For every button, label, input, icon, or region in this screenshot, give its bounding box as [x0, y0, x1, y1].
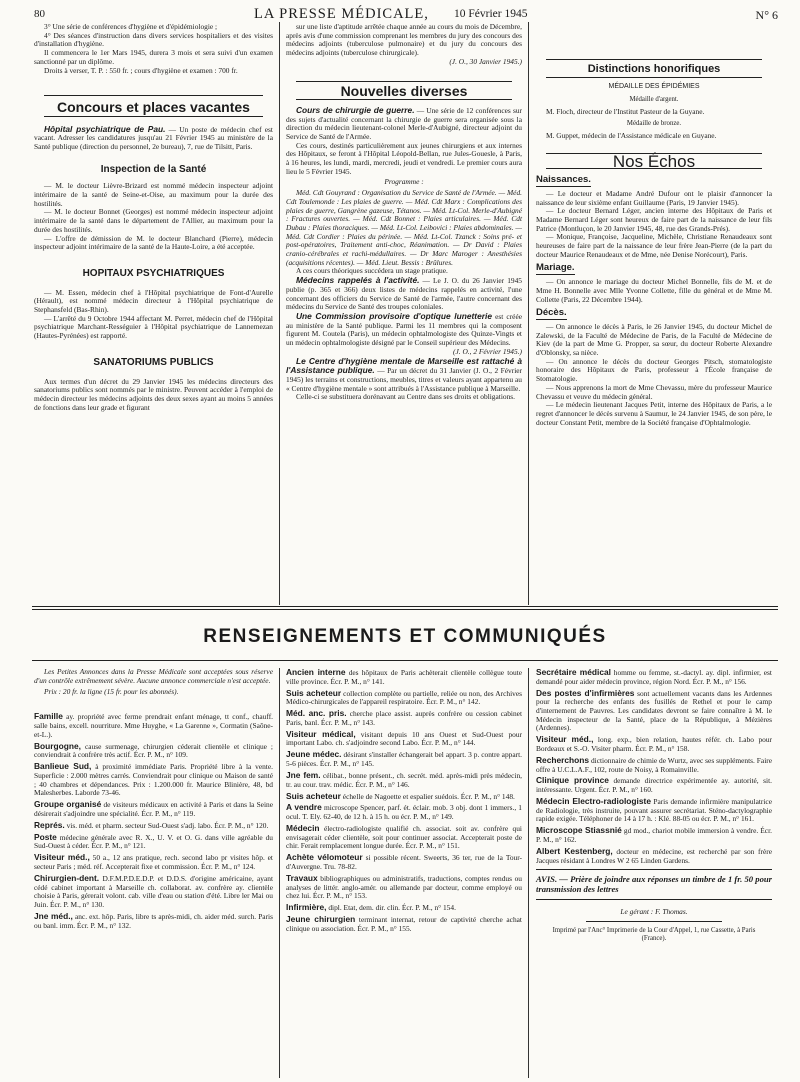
section-rule — [536, 899, 772, 900]
hygiene-course-text: 3° Une série de conférences d'hygiène et d'épidémiologie ; 4° Des séances d'instruction dans divers services hospitaliers et des visites d'installation d'hygiène. Il commencera le 1er Mars 1945, durera 3 mois et sera suivi d'un examen sanctionné par un diplôme. Droits à verser, T. P. : 550 fr. ; cours d'hygiène et examen : 700 fr. — [34, 22, 273, 75]
annonce-item: Suis acheteur échelle de Nagoette et espalier suédois. Écr. P. M., n° 148. — [286, 790, 515, 801]
section-divider — [32, 660, 778, 661]
renseignements-title: RENSEIGNEMENTS ET COMMUNIQUÉS — [203, 626, 607, 647]
concours-heading: Concours et places vacantes — [57, 99, 250, 116]
cours-item: Cours de chirurgie de guerre. — Une série de 12 conférences sur des sujets d'actualité concernant la chirurgie de guerre sera organisée sous la direction du médecin lieutenant-colonel Merle-d'Aubigné, directeur adjoint du Service de Santé de l'Armée. — [286, 104, 522, 141]
deces-heading: Décès. — [536, 307, 567, 319]
annonce-item: Jne méd., anc. ext. hôp. Paris, libre ts après-midi, ch. aider méd. surch. Paris ou banl. imm. Écr. P. M., n° 132. — [34, 910, 273, 930]
source-ref: (J. O., 2 Février 1945.) — [453, 346, 522, 356]
annonce-item: Albert Kestenberg, docteur en médecine, est recherché par son frère Jacques résidant à Londres W 2 65 Linden Gardens. — [536, 845, 772, 865]
column-1 — [34, 23, 273, 412]
annonce-item: Famille ay. propriété avec ferme prendrait enfant ménage, tt conf., chauff. salle bains, excell. nourriture. Mme Huyghe, « La Garenne », Cormatin (Saône-et-L.). — [34, 711, 273, 739]
column-3 — [536, 23, 772, 427]
hopitaux-heading: HOPITAUX PSYCHIATRIQUES — [82, 267, 225, 279]
annonce-item: Jeune chirurgien terminant internat, retour de captivité cherche achat clinique ou association. Écr. P. M., n° 155. — [286, 914, 522, 933]
annonces-prix: Prix : 20 fr. la ligne (15 fr. pour les abonnés). — [44, 686, 179, 696]
section-rule — [296, 81, 512, 82]
annonce-item: Ancien interne des hôpitaux de Paris achèterait clientèle collègue toute ville province. Écr. P. M., n° 141. — [286, 667, 523, 686]
annonce-item: Clinique province demande directrice expérimentée ay. autorité, sit. intéressante. Urgent. Écr. P. M., n° 160. — [536, 775, 772, 795]
column-rule — [528, 668, 529, 1078]
inspection-text: — M. le docteur Lièvre-Brizard est nommé médecin inspecteur adjoint intérimaire de la santé de Seine-et-Oise, au maximum pour la durée des hostilités. — M. le docteur Bonnet (Georges) est nommé médecin inspecteur adjoint intérimaire de la santé dans le département de l'Allier, au maximum pour la durée des hostilités. — L'offre de démission de M. le docteur Blanchard (Pierre), médecin inspecteur adjoint intérimaire de la santé de la Haute-Loire, a été acceptée. — [34, 181, 273, 252]
stage-text: A ces cours théoriques succédera un stage pratique. — [296, 266, 448, 276]
annonce-item: Poste médecine générale avec R. X., U. V. et O. G. dans ville agréable du Sud-Ouest à céder. Écr. P. M., n° 121. — [34, 831, 273, 851]
section-rule — [44, 116, 263, 117]
annonce-item: Travaux bibliographiques ou administratifs, traductions, comptes rendus ou analyses de littér. anglo-amér. ou allemande par docteur, comme employé ou chez lui. Écr. P. M., n° 153. — [286, 872, 522, 901]
section-rule — [296, 99, 512, 100]
optique-item: Une Commission provisoire d'optique lunetterie est créée au ministère de la Santé publique. Parmi les 11 membres qui la composent figurent M. Coutela (Paris), un médecin ophtalmologiste des Quinze-Vingts et un médecin ophtalmologiste désigné par le Conseil supérieur des Médecins. — [286, 310, 523, 348]
annonce-item: Jeune médec. désirant s'installer échangerait bel appart. 3 p. contre appart. 5-6 pièces. Écr. P. M., n° 145. — [286, 749, 522, 769]
annonce-item: Bourgogne, cause surmenage, chirurgien céderait clientèle et clinique ; conviendrait à confrère très actif. Écr. P. M., n° 109. — [34, 740, 273, 760]
programme-text: Méd. Cdt Gouyrand : Organisation du Service de Santé de l'Armée. — Méd. Cdt Toulemonde : Les plaies de guerre. — Méd. Cdt Marx : Complications des plaies de guerre, Gangrène gazeuse, Tétanos. — Méd. Lt-Col. Merle-d'Aubigné : Fractures ouvertes. — Méd. Cdt Bonnet : Plaies articulaires. — Méd. Cdt Dubau : Plaies thoraciques. — Méd. Lt-Col. Leibovici : Plaies abdominales. — Méd. Cdt Cordier : Plaies du périnée. — Méd. Lt-Col. Tzanck : Soins pré- et post-opératoires, Traitement anti-choc, Réanimation. — Dr David : Plaies cranio-cérébrales et rachi-médullaires. — Dr Marc Maroger : Anesthésies (acquisitions récentes). — Méd. Lieut. Bessis : Brûlures. — [286, 188, 522, 267]
annonce-item: Visiteur méd., 50 a., 12 ans pratique, rech. second labo pr visites hôp. et secteur Paris ; méd. réf. Accepterait fixe et commission. Écr. P. M., n° 124. — [34, 852, 273, 871]
section-divider — [32, 609, 778, 610]
sanatoriums-continued: sur une liste d'aptitude arrêtée chaque année au cours du mois de Décembre, après avis d'une commission comprenant les membres du jury des concours des médecins adjoints (tuberculose pulmonaire) et du jury du concours des médecins adjoints (tuberculose chirurgicale). — [286, 22, 522, 58]
annonce-item: Recherchons dictionnaire de chimie de Wurtz, avec ses suppléments. Faire offre à U.C.L.A.F., 102, route de Noisy, à Romainville. — [536, 754, 772, 774]
inspection-heading: Inspection de la Santé — [100, 163, 207, 175]
annonce-item: Banlieue Sud, à proximité immédiate Paris. Propriété libre à la vente. Superficie : 2.000 mètres carrés. Conviendrait pour clinique ou Maison de santé ; 40 chambres et dépendances. Prix : 1.200.000 fr. Maurice Blinière, 48, bd Malesherbes. Laborde 73-46. — [34, 761, 273, 798]
hopitaux-text: — M. Essen, médecin chef à l'Hôpital psychiatrique de Font-d'Aurelle (Hérault), est nommé médecin directeur à l'Hôpital psychiatrique de Stephansfeld (Bas-Rhin). — L'arrêté du 9 Octobre 1944 affectant M. Perret, médecin chef de l'Hôpital psychiatrique Marchant-Rességuier à l'Hôpital psychiatrique de Lannemezan (Hautes-Pyrénées) est rapporté. — [34, 287, 273, 341]
sanatoriums-text: Aux termes d'un décret du 29 Janvier 1945 les médecins directeurs des sanatoriums publics sont nommés par le ministre. Peuvent accéder à l'emploi de médecin directeur les médecins adjoints des deux sexes ayant au moins 5 années de fonctions dans leur grade et figurant — [34, 376, 273, 412]
column-rule — [528, 22, 529, 605]
pau-title: Hôpital psychiatrique de Pau. — [44, 123, 166, 134]
sanatoriums-heading: SANATORIUMS PUBLICS — [93, 356, 214, 368]
journal-title: LA PRESSE MÉDICALE, — [254, 6, 429, 22]
bronze-label: Médaille de bronze. — [626, 120, 682, 128]
marseille-item: Le Centre d'hygiène mentale de Marseille est rattaché à l'Assistance publique. — Par un décret du 31 Janvier (J. O., 2 Février 1945) les terrains et constructions, meubles, titres et valeurs ayant appartenu au « Centre d'hygiène mentale » sont attribués à l'Assistance publique à Marseille. — [286, 355, 522, 393]
annonce-item: Secrétaire médical homme ou femme, st.-dactyl. ay. dipl. infirmier, est demandé pour aider médecin province, région Nord. Écr. P. M., n° 156. — [536, 667, 772, 686]
annonces-intro: Les Petites Annonces dans la Presse Médicale sont acceptées sous réserve d'un contrôle extrêmement sévère. Aucune annonce commerciale n'est acceptée. — [34, 667, 273, 685]
annonce-item: Jne fem. célibat., bonne présent., ch. secrét. méd. après-midi près médecin, tr. au cour. trav. médic. Écr. P. M., n° 146. — [286, 769, 523, 789]
marseille-text: Celle-ci se substituera dorénavant au Centre dans ses droits et obligations. — [296, 392, 515, 402]
annonces-column-3 — [536, 668, 772, 943]
section-divider — [32, 606, 778, 607]
section-rule — [546, 59, 762, 60]
bronze-text: M. Guppet, médecin de l'Assistance médicale en Guyane. — [546, 131, 717, 141]
cours-details: Ces cours, destinés particulièrement aux jeunes chirurgiens et aux internes des Hôpitaux, se feront à l'Hôpital Léopold-Bellan, rue Jules-Gouesle, à Paris, à 16 heures, les lundi, mardi, mercredi, jeudi et vendredi. Le premier cours aura lieu le 5 Février 1945. — [286, 140, 522, 176]
column-rule — [279, 22, 280, 605]
column-2 — [286, 23, 522, 402]
section-rule — [546, 77, 762, 78]
programme-label: Programme : — [384, 177, 424, 187]
section-rule — [586, 921, 722, 922]
argent-label: Médaille d'argent. — [629, 96, 679, 103]
naissances-heading: Naissances. — [536, 174, 591, 186]
echos-heading: Nos Échos — [612, 151, 696, 171]
annonce-item: Méd. anc. pris. cherche place assist. auprès confrère ou cession cabinet Paris, banl. Écr. P. M., n° 143. — [286, 708, 522, 727]
issue-number: N° 6 — [755, 8, 778, 22]
mariage-heading: Mariage. — [536, 262, 575, 274]
annonce-item: Représ. vis. méd. et pharm. secteur Sud-Ouest s'adj. labo. Écr. P. M., n° 120. — [34, 819, 269, 830]
annonce-item: Visiteur médical, visitant depuis 10 ans Ouest et Sud-Ouest pour important Labo. ch. s'adjoindre second Labo. Écr. P. M., n° 144. — [286, 728, 522, 748]
annonce-item: Groupe organisé de visiteurs médicaux en activité à Paris et dans la Seine désirerait s'adjoindre une spécialité. Écr. P. M., n° 119. — [34, 799, 273, 818]
annonce-item: Infirmière, dipl. Etat, dem. dir. clin. Écr. P. M., n° 154. — [286, 902, 456, 913]
medaille-heading: MÉDAILLE DES ÉPIDÉMIES — [608, 83, 700, 91]
issue-date: 10 Février 1945 — [454, 8, 528, 20]
deces-text: — On annonce le décès à Paris, le 26 Janvier 1945, du docteur Michel de Zalewski, de la Faculté de Médecine de Paris, de la Faculté de Médecine de Kiev (de la part de Mme G. Propper, sa sœur, du docteur Roberte Alexandre d'Oblonsky, sa nièce. — On annonce le décès du docteur Georges Pitsch, stomatologiste honoraire des Hôpitaux de Paris, professeur à l'École française de Stomatologie. — Nous apprenons la mort de Mme Chevassu, mère du professeur Maurice Chevassu et veuve du médecin général. — Le médecin lieutenant Jacques Petit, interne des Hôpitaux de Paris, a le regret d'annoncer le décès survenu à Saumur, le 24 Janvier 1945, de son père, le docteur Constant Petit, membre de la Société française d'Ophtalmologie. — [536, 321, 773, 427]
annonce-item: Achète vélomoteur si possible récent. Sweerts, 36 ter, rue de la Tour-d'Auvergne. Tru. 78-82. — [286, 852, 522, 872]
imprimeur: Imprimé par l'Anc° Imprimerie de la Cour d'Appel, 1, rue Cassette, à Paris (France). — [552, 927, 756, 943]
nouvelles-heading: Nouvelles diverses — [340, 83, 468, 100]
annonce-item: A vendre microscope Spencer, parf. ét. éclair. mob. 3 obj. dont 1 immers., 1 ocul. T. Ely. 62-40, de 12 h. à 15 h. ou écr. P. M., n° 149. — [286, 802, 523, 822]
annonces-column-2 — [286, 668, 522, 936]
annonces-column-1 — [34, 668, 273, 932]
annonce-item: Médecin électro-radiologiste qualifié ch. associat. soit av. confrère qui envisagerait céder clientèle, soit pour continuer associat. Accepterait poste de chir. Ferait remplacement longue durée. Écr. P. M., n° 151. — [286, 823, 522, 851]
argent-text: M. Floch, directeur de l'Institut Pasteur de la Guyane. — [546, 106, 705, 116]
pau-item: Hôpital psychiatrique de Pau. — Un poste de médecin chef est vacant. Adresser les candidatures jusqu'au 21 Février 1945 au ministère de la Santé publique (direction du personnel, 2e bureau), 7, rue de Tilsitt, Paris. — [34, 123, 273, 151]
distinctions-heading: Distinctions honorifiques — [587, 62, 721, 75]
annonce-item: Suis acheteur collection complète ou partielle, reliée ou non, des Archives Médico-chirurgicales de l'appareil respiratoire. Écr. P. M., n° 142. — [286, 687, 522, 707]
gerant: Le gérant : F. Thomas. — [620, 906, 688, 916]
section-rule — [536, 869, 772, 870]
naissances-text: — Le docteur et Madame André Dufour ont le plaisir d'annoncer la naissance de leur sixième enfant Guillaume (Paris, 19 Janvier 1945). — Le docteur Bernard Léger, ancien interne des Hôpitaux de Paris et Madame Bernard Léger sont heureux de faire part de la naissance de leur fils Patrice (Montluçon, le 20 Janvier 1945, 48, rue des Grands-Prés). — Monique, Françoise, Jacqueline, Michèle, Christiane Renaudeaux sont heureuses de faire part de la naissance de leur frère Jean-Pierre (de la part du docteur Maurice Renaudeaux et de Mme, née Denise Norécourt), Paris. — [536, 188, 772, 259]
page-header — [34, 6, 778, 22]
avis-note: AVIS. — Prière de joindre aux réponses un timbre de 1 fr. 50 pour transmission des lettres — [536, 874, 772, 895]
source-ref: (J. O., 30 Janvier 1945.) — [449, 56, 522, 66]
page-number: 80 — [34, 8, 45, 20]
section-rule — [44, 95, 263, 96]
column-rule — [279, 668, 280, 1078]
annonce-item: Médecin Electro-radiologiste Paris demande infirmière manipulatrice de Radiologie, très instruite, pouvant assurer secrétariat. Sténo-dactylographie rapide exigée. Téléphoner de 14 à 17 h. : Klé. 88-05 ou écr. P. M., n° 161. — [536, 796, 772, 824]
annonce-item: Microscope Stiassnié gd mod., chariot mobile immersion à vendre. Écr. P. M., n° 162. — [536, 825, 772, 845]
annonce-item: Chirurgien-dent. D.F.M.P.D.E.D.P. et D.D.S. d'origine américaine, ayant cédé cabinet important à Marseille ch. collaborat. av. confrère ay. clientèle choisie à Paris, gérerait volont. cab. ville d'eau ou station d'été. Libre ler Mai ou Juin. Écr. P. M., n° 130. — [34, 872, 273, 909]
rappeles-item: Médecins rappelés à l'activité. — Le J. O. du 26 Janvier 1945 publie (p. 365 et 366) deux listes de médecins rappelés en activité, l'une concernant des officiers du Service de Santé de l'armée, l'autre concernant des médecins du Service de Santé des troupes coloniales. — [286, 275, 522, 312]
annonce-item: Des postes d'infirmières sont actuellement vacants dans les Ardennes pour la recherche des enfants des fusillés de Rethel et pour le camp d'internement de Pauvres. Les candidates devront se faire connaître à M. le Médecin inspecteur de la Santé, place de la République, à Mézières (Ardennes). — [536, 687, 772, 733]
mariage-text: — On annonce le mariage du docteur Michel Bonnelle, fils de M. et de Mme H. Bonnelle avec Mlle Yvonne Collette, fille du général et de Mme M. Collette (Paris, 22 Décembre 1944). — [536, 277, 772, 304]
section-rule — [546, 153, 762, 154]
annonce-item: Visiteur méd., long. exp., bien relation, hautes référ. ch. Labo pour Bordeaux et S.-O. Visiter pharm. Écr. P. M., n° 158. — [536, 734, 772, 753]
section-rule — [546, 168, 762, 169]
